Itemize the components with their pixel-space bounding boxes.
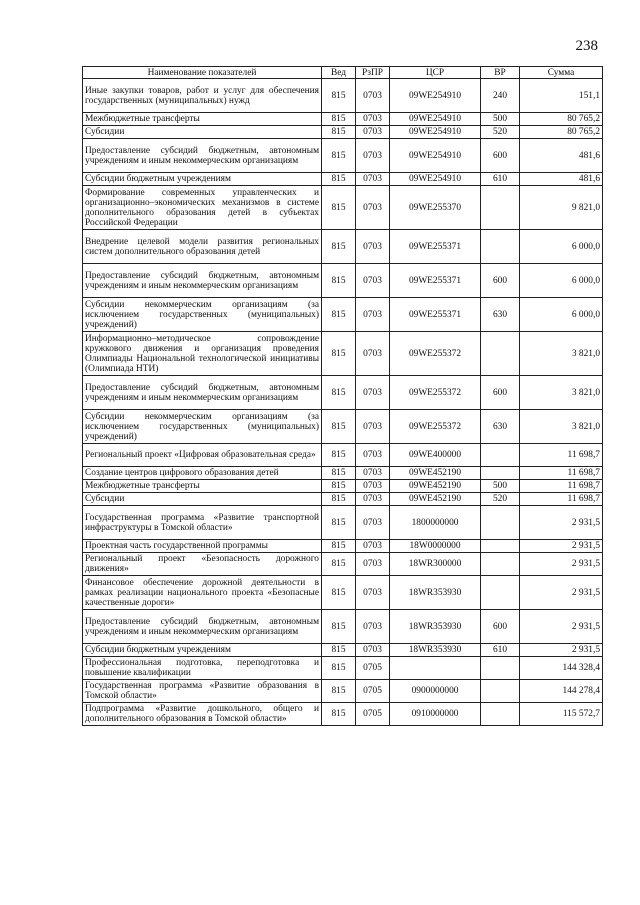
cell-name: Предоставление субсидий бюджетным, автономным учреждениям и иным некоммерческим организациям bbox=[83, 139, 322, 173]
cell-ved: 815 bbox=[322, 506, 356, 540]
table-row bbox=[83, 657, 603, 680]
table-row bbox=[83, 410, 603, 444]
cell-rzpr: 0703 bbox=[356, 576, 390, 610]
cell-sum: 2 931,5 bbox=[520, 553, 603, 576]
cell-rzpr: 0703 bbox=[356, 506, 390, 540]
page-number: 238 bbox=[575, 38, 598, 54]
table-row bbox=[83, 480, 603, 493]
cell-sum: 2 931,5 bbox=[520, 610, 603, 644]
cell-name: Субсидии bbox=[83, 126, 322, 139]
cell-vr: 600 bbox=[481, 376, 520, 410]
cell-sum: 2 931,5 bbox=[520, 540, 603, 553]
cell-ved: 815 bbox=[322, 540, 356, 553]
header-rzpr: РзПР bbox=[356, 67, 390, 79]
cell-sum: 144 328,4 bbox=[520, 657, 603, 680]
cell-ved: 815 bbox=[322, 186, 356, 230]
table-row bbox=[83, 644, 603, 657]
cell-rzpr: 0703 bbox=[356, 139, 390, 173]
cell-name: Субсидии некоммерческим организациям (за исключением государственных (муниципальных) учреждений) bbox=[83, 410, 322, 444]
cell-sum: 151,1 bbox=[520, 79, 603, 113]
cell-rzpr: 0703 bbox=[356, 644, 390, 657]
table-row bbox=[83, 610, 603, 644]
cell-sum: 2 931,5 bbox=[520, 644, 603, 657]
cell-name: Предоставление субсидий бюджетным, автономным учреждениям и иным некоммерческим организациям bbox=[83, 376, 322, 410]
cell-rzpr: 0705 bbox=[356, 657, 390, 680]
budget-table bbox=[82, 66, 603, 726]
cell-sum: 11 698,7 bbox=[520, 480, 603, 493]
cell-sum: 3 821,0 bbox=[520, 410, 603, 444]
cell-sum: 11 698,7 bbox=[520, 493, 603, 506]
cell-sum: 6 000,0 bbox=[520, 298, 603, 332]
cell-ved: 815 bbox=[322, 264, 356, 298]
cell-csr: 09WE255372 bbox=[390, 332, 481, 376]
cell-csr: 0910000000 bbox=[390, 703, 481, 726]
cell-rzpr: 0703 bbox=[356, 173, 390, 186]
cell-sum: 9 821,0 bbox=[520, 186, 603, 230]
cell-rzpr: 0703 bbox=[356, 444, 390, 467]
cell-sum: 6 000,0 bbox=[520, 230, 603, 264]
cell-sum: 481,6 bbox=[520, 173, 603, 186]
cell-vr bbox=[481, 332, 520, 376]
cell-name: Информационно–методическое сопровождение кружкового движения и организация проведения Олимпиады Национальной технологической инициативы (Олимпиада НТИ) bbox=[83, 332, 322, 376]
table-row bbox=[83, 230, 603, 264]
cell-ved: 815 bbox=[322, 493, 356, 506]
table-row bbox=[83, 376, 603, 410]
cell-name: Формирование современных управленческих и организационно–экономических механизмов в системе дополнительного образования детей в субъектах Российской Федерации bbox=[83, 186, 322, 230]
cell-csr: 18WR353930 bbox=[390, 644, 481, 657]
cell-rzpr: 0703 bbox=[356, 480, 390, 493]
cell-vr: 500 bbox=[481, 480, 520, 493]
cell-sum: 6 000,0 bbox=[520, 264, 603, 298]
cell-sum: 2 931,5 bbox=[520, 576, 603, 610]
table-row bbox=[83, 264, 603, 298]
cell-sum: 80 765,2 bbox=[520, 126, 603, 139]
cell-sum: 3 821,0 bbox=[520, 332, 603, 376]
cell-vr bbox=[481, 506, 520, 540]
cell-vr: 500 bbox=[481, 113, 520, 126]
cell-sum: 80 765,2 bbox=[520, 113, 603, 126]
cell-vr: 600 bbox=[481, 264, 520, 298]
cell-csr: 09WE452190 bbox=[390, 467, 481, 480]
cell-name: Субсидии некоммерческим организациям (за исключением государственных (муниципальных) учреждений) bbox=[83, 298, 322, 332]
cell-rzpr: 0703 bbox=[356, 113, 390, 126]
cell-csr: 09WE254910 bbox=[390, 113, 481, 126]
cell-vr: 600 bbox=[481, 139, 520, 173]
cell-vr bbox=[481, 657, 520, 680]
cell-csr: 1800000000 bbox=[390, 506, 481, 540]
table-row bbox=[83, 79, 603, 113]
cell-vr bbox=[481, 444, 520, 467]
cell-name: Подпрограмма «Развитие дошкольного, общего и дополнительного образования в Томской области» bbox=[83, 703, 322, 726]
table-row bbox=[83, 553, 603, 576]
table-row bbox=[83, 173, 603, 186]
cell-vr bbox=[481, 553, 520, 576]
cell-rzpr: 0705 bbox=[356, 680, 390, 703]
cell-csr: 18WR353930 bbox=[390, 610, 481, 644]
cell-rzpr: 0703 bbox=[356, 298, 390, 332]
cell-vr: 610 bbox=[481, 173, 520, 186]
cell-sum: 481,6 bbox=[520, 139, 603, 173]
cell-ved: 815 bbox=[322, 467, 356, 480]
cell-rzpr: 0703 bbox=[356, 553, 390, 576]
cell-ved: 815 bbox=[322, 680, 356, 703]
cell-sum: 11 698,7 bbox=[520, 444, 603, 467]
cell-ved: 815 bbox=[322, 230, 356, 264]
cell-vr: 610 bbox=[481, 644, 520, 657]
header-ved: Вед bbox=[322, 67, 356, 79]
cell-csr: 09WE452190 bbox=[390, 480, 481, 493]
cell-csr: 09WE254910 bbox=[390, 173, 481, 186]
cell-ved: 815 bbox=[322, 376, 356, 410]
cell-csr: 09WE452190 bbox=[390, 493, 481, 506]
cell-name: Межбюджетные трансферты bbox=[83, 113, 322, 126]
header-name: Наименование показателей bbox=[83, 67, 322, 79]
table-row bbox=[83, 126, 603, 139]
cell-ved: 815 bbox=[322, 139, 356, 173]
cell-ved: 815 bbox=[322, 610, 356, 644]
cell-ved: 815 bbox=[322, 126, 356, 139]
table-row bbox=[83, 139, 603, 173]
cell-ved: 815 bbox=[322, 410, 356, 444]
cell-rzpr: 0703 bbox=[356, 230, 390, 264]
table-row bbox=[83, 298, 603, 332]
table-row bbox=[83, 444, 603, 467]
cell-ved: 815 bbox=[322, 644, 356, 657]
cell-csr: 09WE254910 bbox=[390, 79, 481, 113]
cell-csr: 09WE255371 bbox=[390, 264, 481, 298]
cell-name: Региональный проект «Цифровая образовательная среда» bbox=[83, 444, 322, 467]
cell-csr: 09WE255371 bbox=[390, 298, 481, 332]
cell-ved: 815 bbox=[322, 298, 356, 332]
cell-sum: 144 278,4 bbox=[520, 680, 603, 703]
cell-name: Государственная программа «Развитие образования в Томской области» bbox=[83, 680, 322, 703]
cell-vr: 240 bbox=[481, 79, 520, 113]
cell-rzpr: 0703 bbox=[356, 540, 390, 553]
table-row bbox=[83, 576, 603, 610]
cell-ved: 815 bbox=[322, 113, 356, 126]
table-row bbox=[83, 506, 603, 540]
cell-vr: 630 bbox=[481, 410, 520, 444]
cell-sum: 3 821,0 bbox=[520, 376, 603, 410]
cell-name: Иные закупки товаров, работ и услуг для обеспечения государственных (муниципальных) нужд bbox=[83, 79, 322, 113]
cell-rzpr: 0703 bbox=[356, 467, 390, 480]
cell-rzpr: 0703 bbox=[356, 376, 390, 410]
cell-vr bbox=[481, 467, 520, 480]
cell-ved: 815 bbox=[322, 79, 356, 113]
cell-rzpr: 0703 bbox=[356, 410, 390, 444]
cell-name: Межбюджетные трансферты bbox=[83, 480, 322, 493]
table-row bbox=[83, 467, 603, 480]
cell-name: Субсидии бюджетным учреждениям bbox=[83, 644, 322, 657]
cell-csr: 09WE400000 bbox=[390, 444, 481, 467]
cell-csr: 09WE255370 bbox=[390, 186, 481, 230]
cell-name: Региональный проект «Безопасность дорожного движения» bbox=[83, 553, 322, 576]
cell-name: Проектная часть государственной программы bbox=[83, 540, 322, 553]
cell-csr: 09WE255371 bbox=[390, 230, 481, 264]
header-sum: Сумма bbox=[520, 67, 603, 79]
cell-ved: 815 bbox=[322, 657, 356, 680]
cell-vr bbox=[481, 186, 520, 230]
cell-name: Субсидии bbox=[83, 493, 322, 506]
cell-name: Государственная программа «Развитие транспортной инфраструктуры в Томской области» bbox=[83, 506, 322, 540]
cell-name: Предоставление субсидий бюджетным, автономным учреждениям и иным некоммерческим организациям bbox=[83, 264, 322, 298]
table-header-row bbox=[83, 67, 603, 79]
cell-vr bbox=[481, 703, 520, 726]
cell-ved: 815 bbox=[322, 576, 356, 610]
cell-rzpr: 0703 bbox=[356, 264, 390, 298]
cell-vr: 520 bbox=[481, 493, 520, 506]
header-vr: ВР bbox=[481, 67, 520, 79]
cell-csr: 0900000000 bbox=[390, 680, 481, 703]
cell-sum: 2 931,5 bbox=[520, 506, 603, 540]
cell-csr: 18W0000000 bbox=[390, 540, 481, 553]
table-body bbox=[83, 79, 603, 726]
cell-sum: 11 698,7 bbox=[520, 467, 603, 480]
cell-rzpr: 0703 bbox=[356, 332, 390, 376]
cell-name: Субсидии бюджетным учреждениям bbox=[83, 173, 322, 186]
cell-rzpr: 0703 bbox=[356, 126, 390, 139]
cell-ved: 815 bbox=[322, 332, 356, 376]
cell-name: Профессиональная подготовка, переподготовка и повышение квалификации bbox=[83, 657, 322, 680]
cell-csr: 18WR300000 bbox=[390, 553, 481, 576]
cell-ved: 815 bbox=[322, 444, 356, 467]
cell-csr: 09WE254910 bbox=[390, 126, 481, 139]
cell-name: Создание центров цифрового образования детей bbox=[83, 467, 322, 480]
cell-vr bbox=[481, 576, 520, 610]
cell-name: Финансовое обеспечение дорожной деятельности в рамках реализации национального проекта «Безопасные качественные дороги» bbox=[83, 576, 322, 610]
header-csr: ЦСР bbox=[390, 67, 481, 79]
table-row bbox=[83, 186, 603, 230]
cell-rzpr: 0703 bbox=[356, 186, 390, 230]
cell-sum: 115 572,7 bbox=[520, 703, 603, 726]
cell-vr: 600 bbox=[481, 610, 520, 644]
cell-csr: 18WR353930 bbox=[390, 576, 481, 610]
cell-vr: 630 bbox=[481, 298, 520, 332]
cell-csr bbox=[390, 657, 481, 680]
cell-csr: 09WE255372 bbox=[390, 376, 481, 410]
cell-csr: 09WE255372 bbox=[390, 410, 481, 444]
cell-vr bbox=[481, 230, 520, 264]
cell-name: Предоставление субсидий бюджетным, автономным учреждениям и иным некоммерческим организациям bbox=[83, 610, 322, 644]
cell-ved: 815 bbox=[322, 553, 356, 576]
cell-name: Внедрение целевой модели развития региональных систем дополнительного образования детей bbox=[83, 230, 322, 264]
table-row bbox=[83, 332, 603, 376]
cell-rzpr: 0703 bbox=[356, 493, 390, 506]
table-row bbox=[83, 113, 603, 126]
table-row bbox=[83, 680, 603, 703]
cell-csr: 09WE254910 bbox=[390, 139, 481, 173]
cell-rzpr: 0703 bbox=[356, 79, 390, 113]
cell-ved: 815 bbox=[322, 703, 356, 726]
cell-vr bbox=[481, 680, 520, 703]
cell-rzpr: 0705 bbox=[356, 703, 390, 726]
cell-ved: 815 bbox=[322, 173, 356, 186]
table-row bbox=[83, 540, 603, 553]
cell-vr: 520 bbox=[481, 126, 520, 139]
cell-vr bbox=[481, 540, 520, 553]
cell-ved: 815 bbox=[322, 480, 356, 493]
table-row bbox=[83, 703, 603, 726]
cell-rzpr: 0703 bbox=[356, 610, 390, 644]
table-row bbox=[83, 493, 603, 506]
